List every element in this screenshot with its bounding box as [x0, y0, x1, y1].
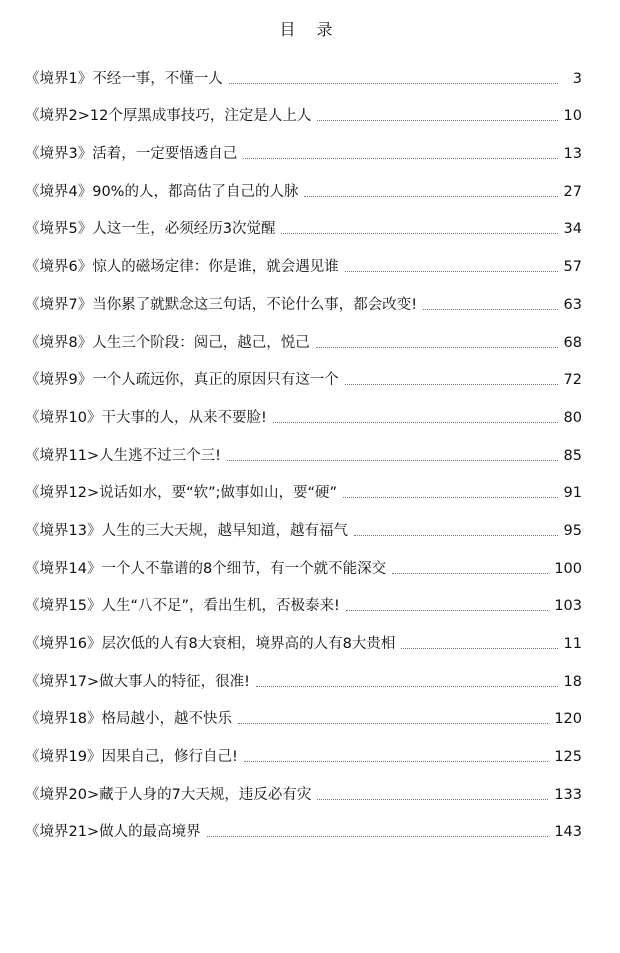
dot-leader [401, 648, 557, 649]
toc-entry-page-number: 11 [563, 636, 582, 652]
toc-entry-page-number: 3 [572, 70, 582, 87]
toc-entry[interactable] [25, 615, 582, 653]
dot-leader [256, 686, 558, 687]
toc-entry-page-number: 85 [563, 447, 582, 464]
dot-leader [304, 196, 557, 197]
toc-entry-label: 《境界12>说话如水，要“软”;做事如山，要“硬” [25, 485, 338, 502]
toc-entry-label: 《境界2>12个厚黑成事技巧，注定是人上人 [25, 108, 312, 125]
toc-entry[interactable] [25, 50, 582, 88]
toc-entry[interactable] [25, 540, 582, 578]
toc-entry[interactable] [25, 804, 582, 842]
toc-entry[interactable] [25, 163, 582, 201]
toc-entry-page-number: 13 [563, 146, 582, 163]
toc-entry-page-number: 120 [554, 711, 582, 728]
toc-entry-page-number: 143 [554, 824, 582, 841]
dot-leader [227, 460, 558, 461]
dot-leader [346, 610, 549, 611]
toc-entry-label: 《境界5》人这一生，必须经历3次觉醒 [25, 221, 276, 238]
toc-entry[interactable] [25, 427, 582, 465]
toc-title: 目 录 [279, 20, 341, 39]
toc-entry-page-number: 34 [563, 221, 582, 238]
toc-entry[interactable] [25, 653, 582, 691]
toc-entry-label: 《境界4》90%的人，都高估了自己的人脉 [25, 183, 299, 200]
toc-entry[interactable] [25, 238, 582, 276]
toc-entry-label: 《境界19》因果自己，修行自己! [25, 749, 238, 766]
dot-leader [316, 347, 558, 348]
dot-leader [345, 384, 558, 385]
dot-leader [273, 422, 558, 423]
toc-entry-label: 《境界21>做人的最高境界 [25, 824, 201, 841]
toc-entry-label: 《境界10》干大事的人，从来不要脸! [25, 409, 267, 426]
dot-leader [281, 233, 557, 234]
toc-entry[interactable] [25, 352, 582, 390]
toc-entry-page-number: 68 [563, 334, 582, 351]
toc-entry-label: 《境界7》当你累了就默念这三句话，不论什么事，都会改变! [25, 296, 418, 313]
toc-entry[interactable] [25, 88, 582, 126]
dot-leader [392, 573, 548, 574]
toc-entry-page-number: 80 [563, 409, 582, 426]
toc-entry-label: 《境界17>做大事人的特征，很准! [25, 673, 250, 690]
toc-entry[interactable] [25, 276, 582, 314]
dot-leader [354, 535, 558, 536]
toc-entry[interactable] [25, 502, 582, 540]
toc-entry-page-number: 27 [563, 183, 582, 200]
dot-leader [243, 158, 557, 159]
toc-entry-page-number: 18 [563, 673, 582, 690]
toc-entry[interactable] [25, 691, 582, 729]
toc-entry-label: 《境界11>人生逃不过三个三! [25, 447, 221, 464]
toc-entry-label: 《境界18》格局越小，越不快乐 [25, 711, 232, 728]
toc-entry-label: 《境界15》人生“八不足”，看出生机，否极泰来! [25, 598, 340, 615]
toc-entry[interactable] [25, 578, 582, 616]
toc-entry-label: 《境界16》层次低的人有8大衰相，境界高的人有8大贵相 [25, 636, 396, 652]
toc-entry-label: 《境界9》一个人疏远你，真正的原因只有这一个 [25, 372, 339, 389]
toc-entry[interactable] [25, 465, 582, 503]
toc-entry[interactable] [25, 314, 582, 352]
toc-entry-label: 《境界14》一个人不靠谱的8个细节，有一个就不能深交 [25, 560, 387, 577]
dot-leader [343, 497, 558, 498]
dot-leader [317, 799, 548, 800]
toc-entry-page-number: 57 [563, 259, 582, 276]
toc-entry[interactable] [25, 125, 582, 163]
toc-entry-label: 《境界8》人生三个阶段：阅己，越己，悦己 [25, 334, 310, 351]
toc-entry-page-number: 10 [563, 108, 582, 125]
toc-entry[interactable] [25, 728, 582, 766]
toc-entry-page-number: 100 [554, 560, 582, 577]
toc-entry-page-number: 63 [563, 296, 582, 313]
toc-entry-page-number: 95 [563, 522, 582, 539]
dot-leader [238, 723, 548, 724]
dot-leader [423, 309, 558, 310]
toc-entry-page-number: 91 [563, 485, 582, 502]
toc-entry[interactable] [25, 201, 582, 239]
dot-leader [317, 120, 557, 121]
toc-entry-page-number: 125 [554, 749, 582, 766]
toc-entry-page-number: 103 [554, 598, 582, 615]
toc-entry[interactable] [25, 766, 582, 804]
toc-entry-label: 《境界6》惊人的磁场定律：你是谁，就会遇见谁 [25, 259, 339, 276]
toc-entry-label: 《境界3》活着，一定要悟透自己 [25, 146, 238, 163]
dot-leader [207, 836, 549, 837]
dot-leader [244, 761, 549, 762]
toc-list [25, 50, 582, 841]
toc-entry-label: 《境界13》人生的三大天规，越早知道，越有福气 [25, 522, 348, 539]
toc-entry-page-number: 72 [563, 372, 582, 389]
toc-entry[interactable] [25, 389, 582, 427]
toc-entry-page-number: 133 [554, 786, 582, 803]
dot-leader [229, 83, 558, 84]
toc-entry-label: 《境界20>藏于人身的7大天规，违反必有灾 [25, 786, 312, 803]
dot-leader [345, 271, 558, 272]
toc-entry-label: 《境界1》不经一事，不懂一人 [25, 70, 223, 87]
